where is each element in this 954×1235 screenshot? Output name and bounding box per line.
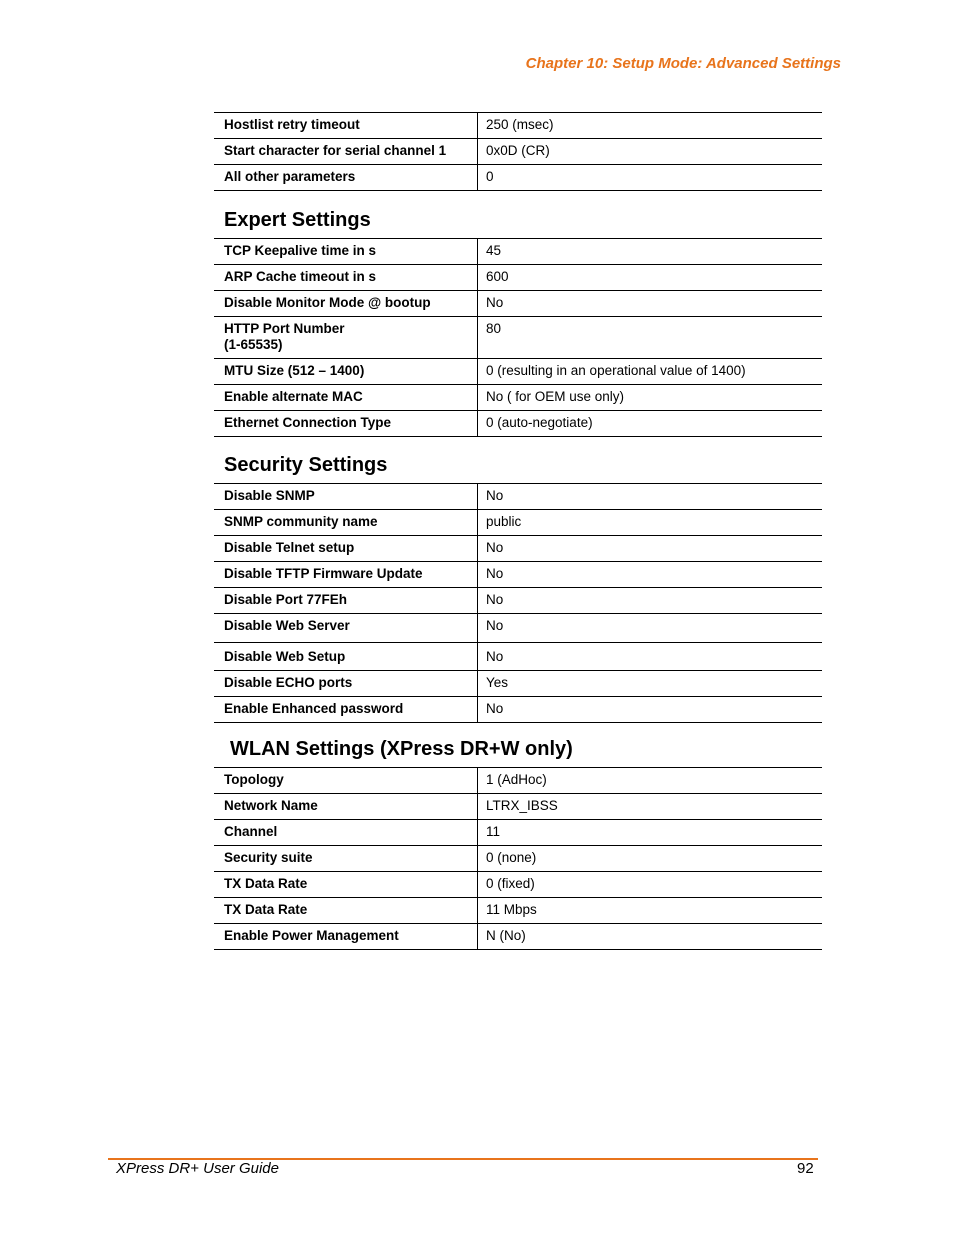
table-row — [214, 239, 822, 265]
table-row — [214, 139, 822, 165]
param-value: No — [478, 643, 823, 671]
param-value: public — [478, 510, 823, 536]
param-name: Disable Port 77FEh — [214, 588, 478, 614]
table-row — [214, 359, 822, 385]
table-row — [214, 768, 822, 794]
param-value: 600 — [478, 265, 823, 291]
param-name: Disable Monitor Mode @ bootup — [214, 291, 478, 317]
param-name: Disable TFTP Firmware Update — [214, 562, 478, 588]
param-name: Disable ECHO ports — [214, 671, 478, 697]
param-name: Disable Web Server — [214, 614, 478, 643]
table-row — [214, 671, 822, 697]
param-value: 11 Mbps — [478, 898, 823, 924]
chapter-header: Chapter 10: Setup Mode: Advanced Settings — [525, 55, 841, 72]
table-row — [214, 317, 822, 359]
param-name: Disable Web Setup — [214, 643, 478, 671]
param-value: Yes — [478, 671, 823, 697]
param-name: Network Name — [214, 794, 478, 820]
table-row — [214, 165, 822, 191]
footer-title: XPress DR+ User Guide — [116, 1160, 279, 1177]
param-name: All other parameters — [214, 165, 478, 191]
param-value: 0 (none) — [478, 846, 823, 872]
table-row — [214, 265, 822, 291]
param-value: No — [478, 697, 823, 723]
param-name: Enable alternate MAC — [214, 385, 478, 411]
table-row — [214, 385, 822, 411]
param-value: No — [478, 588, 823, 614]
serial-settings-table — [214, 112, 822, 191]
param-name: Ethernet Connection Type — [214, 411, 478, 437]
param-value: No — [478, 484, 823, 510]
param-value: 0x0D (CR) — [478, 139, 823, 165]
table-row — [214, 898, 822, 924]
param-value: LTRX_IBSS — [478, 794, 823, 820]
table-row — [214, 924, 822, 950]
param-name: Disable SNMP — [214, 484, 478, 510]
param-value: No — [478, 614, 823, 643]
expert-settings-heading: Expert Settings — [224, 209, 371, 231]
table-row — [214, 846, 822, 872]
param-name: SNMP community name — [214, 510, 478, 536]
table-row — [214, 643, 822, 671]
wlan-settings-table — [214, 767, 822, 950]
table-row — [214, 291, 822, 317]
param-value: 11 — [478, 820, 823, 846]
param-name: Start character for serial channel 1 — [214, 139, 478, 165]
param-name: MTU Size (512 – 1400) — [214, 359, 478, 385]
table-row — [214, 614, 822, 643]
param-value: 250 (msec) — [478, 113, 823, 139]
table-row — [214, 113, 822, 139]
table-row — [214, 872, 822, 898]
param-value: No — [478, 291, 823, 317]
param-value: N (No) — [478, 924, 823, 950]
table-row — [214, 536, 822, 562]
param-name-line2: (1-65535) — [224, 337, 283, 352]
param-name: Security suite — [214, 846, 478, 872]
security-settings-table — [214, 483, 822, 723]
expert-settings-table — [214, 238, 822, 437]
param-name: TCP Keepalive time in s — [214, 239, 478, 265]
table-row — [214, 794, 822, 820]
param-name: Disable Telnet setup — [214, 536, 478, 562]
param-value: No — [478, 562, 823, 588]
param-value: 0 (resulting in an operational value of 1400) — [478, 359, 823, 385]
table-row — [214, 510, 822, 536]
table-row — [214, 697, 822, 723]
param-value: No — [478, 536, 823, 562]
param-name-line1: HTTP Port Number — [224, 321, 345, 336]
param-name: TX Data Rate — [214, 872, 478, 898]
security-settings-heading: Security Settings — [224, 454, 388, 476]
param-value: 0 — [478, 165, 823, 191]
param-name: Topology — [214, 768, 478, 794]
param-name: TX Data Rate — [214, 898, 478, 924]
param-name: Enable Power Management — [214, 924, 478, 950]
param-name: Hostlist retry timeout — [214, 113, 478, 139]
param-value: 45 — [478, 239, 823, 265]
param-name — [214, 317, 478, 359]
param-value: 80 — [478, 317, 823, 359]
param-value: No ( for OEM use only) — [478, 385, 823, 411]
table-row — [214, 411, 822, 437]
param-name: ARP Cache timeout in s — [214, 265, 478, 291]
table-row — [214, 820, 822, 846]
table-row — [214, 562, 822, 588]
page-number: 92 — [797, 1160, 814, 1177]
wlan-settings-heading: WLAN Settings (XPress DR+W only) — [230, 738, 573, 760]
param-value: 0 (auto-negotiate) — [478, 411, 823, 437]
table-row — [214, 484, 822, 510]
param-name: Enable Enhanced password — [214, 697, 478, 723]
table-row — [214, 588, 822, 614]
param-name: Channel — [214, 820, 478, 846]
param-value: 0 (fixed) — [478, 872, 823, 898]
param-value: 1 (AdHoc) — [478, 768, 823, 794]
